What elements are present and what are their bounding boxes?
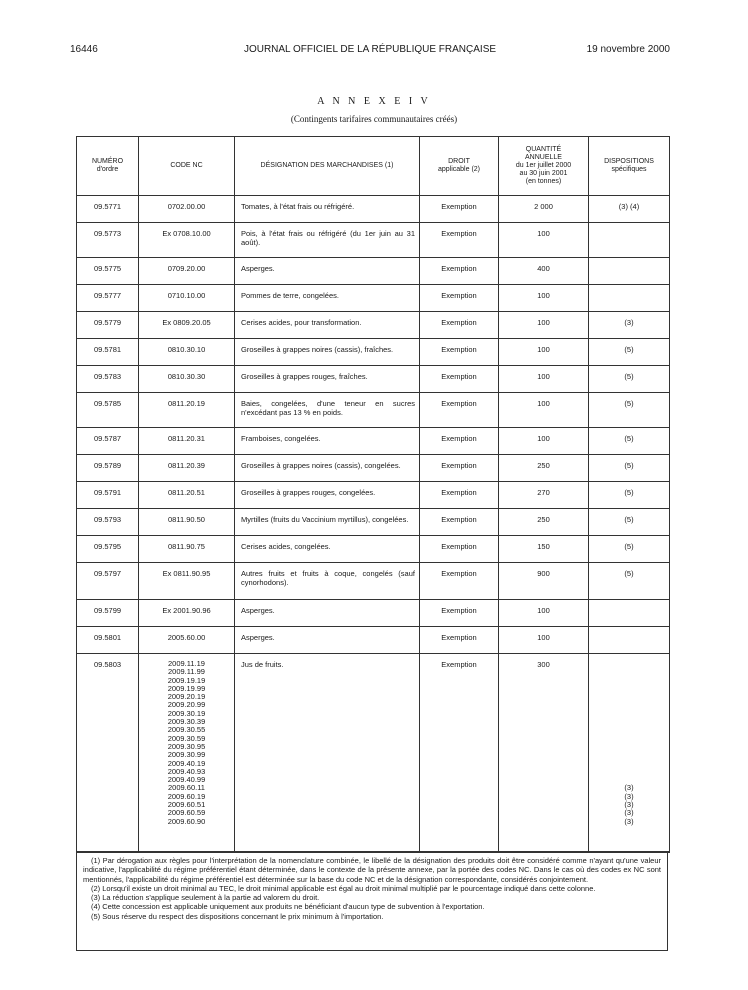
disp-item: (3) (624, 816, 634, 826)
table-row (77, 285, 669, 312)
cell-designation: Pois, à l'état frais ou réfrigéré (du 1er juin au 31 août). (235, 223, 420, 257)
cell-droit: Exemption (420, 509, 499, 535)
cell-designation: Groseilles à grappes rouges, congelées. (235, 482, 420, 508)
cell-num: 09.5783 (77, 366, 139, 392)
cell-droit: Exemption (420, 627, 499, 653)
cell-quantity: 100 (499, 627, 589, 653)
cell-dispositions: (5) (624, 461, 634, 470)
table-row (77, 366, 669, 393)
cell-num: 09.5781 (77, 339, 139, 365)
disp-item: (3) (624, 791, 634, 801)
cell-quantity: 100 (499, 393, 589, 427)
cell-quantity: 100 (499, 600, 589, 626)
cell-droit: Exemption (420, 455, 499, 481)
cell-droit: Exemption (420, 654, 499, 851)
code-item: 2009.19.99 (167, 683, 206, 693)
cell-dispositions: (5) (624, 569, 634, 578)
code-item: 2009.40.19 (167, 758, 206, 768)
code-item: 2009.30.19 (167, 708, 206, 718)
cell-designation: Tomates, à l'état frais ou réfrigéré. (235, 196, 420, 222)
cell-droit: Exemption (420, 312, 499, 338)
cell-designation: Pommes de terre, congelées. (235, 285, 420, 311)
cell-droit: Exemption (420, 339, 499, 365)
cell-num: 09.5787 (77, 428, 139, 454)
table-row (77, 627, 669, 654)
cell-code: 0709.20.00 (139, 258, 235, 284)
cell-code: 0810.30.10 (139, 339, 235, 365)
footnote: (5) Sous réserve du respect des dispositions concernant le prix minimum à l'importation. (91, 911, 384, 921)
code-item: 2009.19.19 (167, 675, 206, 685)
cell-quantity: 100 (499, 223, 589, 257)
code-item: 2009.30.59 (167, 733, 206, 743)
page-header (70, 44, 670, 58)
cell-droit: Exemption (420, 196, 499, 222)
table-row (77, 600, 669, 627)
cell-code: 0710.10.00 (139, 285, 235, 311)
cell-droit: Exemption (420, 366, 499, 392)
table-row (77, 482, 669, 509)
page-number: 16446 (70, 44, 98, 55)
cell-code: 2005.60.00 (139, 627, 235, 653)
code-item: 2009.11.19 (168, 659, 205, 668)
cell-dispositions (589, 285, 669, 311)
code-item: 2009.60.19 (167, 791, 206, 801)
header-code (139, 137, 235, 195)
cell-droit: Exemption (420, 563, 499, 599)
cell-quantity: 250 (499, 509, 589, 535)
cell-code: 0810.30.30 (139, 366, 235, 392)
table-row (77, 536, 669, 563)
cell-dispositions (589, 223, 669, 257)
cell-dispositions: (5) (624, 399, 634, 408)
journal-title: JOURNAL OFFICIEL DE LA RÉPUBLIQUE FRANÇAISE (243, 44, 497, 55)
cell-droit: Exemption (420, 600, 499, 626)
cell-num: 09.5789 (77, 455, 139, 481)
cell-dispositions (589, 600, 669, 626)
cell-designation: Cerises acides, pour transformation. (235, 312, 420, 338)
cell-designation: Jus de fruits. (235, 654, 420, 851)
cell-num: 09.5777 (77, 285, 139, 311)
cell-code-list (139, 654, 235, 851)
cell-droit: Exemption (420, 258, 499, 284)
code-item: 2009.30.99 (167, 750, 206, 760)
footnote: (1) Par dérogation aux règles pour l'interprétation de la nomenclature combinée, le libellé de la désignation des produits doit être considéré comme n'ayant qu'une valeur indicative, l'applicabilité du régime préférentiel étant déterminée, dans le contexte de la présente annexe, par la portée des codes NC. Dans le cas où des codes ex NC sont mentionnés, l'applicabilité du régime préférentiel est déterminée sur la base du code NC et de la désignation correspondante, considérés conjointement. (83, 856, 661, 884)
code-item: 2009.60.11 (168, 783, 205, 793)
cell-num: 09.5795 (77, 536, 139, 562)
code-item: 2009.30.39 (167, 717, 206, 727)
header-qty-line4: au 30 juin 2001 (519, 170, 568, 177)
cell-droit: Exemption (420, 482, 499, 508)
table-row (77, 509, 669, 536)
cell-dispositions: (3) (624, 318, 634, 327)
cell-num: 09.5779 (77, 312, 139, 338)
cell-code: 0811.20.19 (139, 393, 235, 427)
cell-quantity: 150 (499, 536, 589, 562)
cell-quantity: 100 (499, 428, 589, 454)
cell-dispositions (589, 627, 669, 653)
code-item: 2009.20.19 (167, 692, 206, 702)
cell-quantity: 100 (499, 339, 589, 365)
cell-droit: Exemption (420, 223, 499, 257)
footnote: (3) La réduction s'applique seulement à la partie ad valorem du droit. (91, 893, 320, 903)
cell-code: Ex 2001.90.96 (139, 600, 235, 626)
header-code-label: CODE NC (170, 162, 203, 169)
cell-designation: Cerises acides, congelées. (235, 536, 420, 562)
tariff-quota-table (76, 136, 670, 853)
cell-num: 09.5791 (77, 482, 139, 508)
cell-dispositions: (5) (624, 542, 634, 551)
table-row (77, 258, 669, 285)
header-disp-label: DISPOSITIONS (604, 158, 654, 165)
cell-quantity: 400 (499, 258, 589, 284)
cell-dispositions: (5) (624, 345, 634, 354)
cell-designation: Framboises, congelées. (235, 428, 420, 454)
cell-quantity: 100 (499, 312, 589, 338)
code-item: 2009.30.55 (167, 725, 206, 735)
code-item: 2009.60.51 (167, 800, 206, 810)
cell-designation: Asperges. (235, 600, 420, 626)
footnote: (2) Lorsqu'il existe un droit minimal au TEC, le droit minimal applicable est égal au droit minimal multiplié par le pourcentage indiqué dans cette colonne. (91, 883, 596, 893)
code-item: 2009.60.59 (167, 808, 206, 818)
cell-dispositions-list (589, 654, 669, 851)
cell-num: 09.5775 (77, 258, 139, 284)
header-num-sub: d'ordre (96, 166, 119, 173)
table-row (77, 393, 669, 428)
cell-designation: Groseilles à grappes noires (cassis), fraîches. (235, 339, 420, 365)
header-dispositions (589, 137, 669, 195)
cell-num: 09.5773 (77, 223, 139, 257)
cell-droit: Exemption (420, 393, 499, 427)
header-droit (420, 137, 499, 195)
cell-code: 0811.90.50 (139, 509, 235, 535)
cell-code: Ex 0708.10.00 (139, 223, 235, 257)
header-qty-line3: du 1er juillet 2000 (515, 162, 572, 169)
header-disp-sub: spécifiques (611, 166, 647, 173)
cell-quantity: 300 (499, 654, 589, 851)
cell-quantity: 100 (499, 366, 589, 392)
header-num-label: NUMÉRO (91, 158, 124, 165)
cell-dispositions (589, 258, 669, 284)
code-item: 2009.20.99 (167, 700, 206, 710)
cell-code: 0811.20.51 (139, 482, 235, 508)
cell-code: 0811.20.31 (139, 428, 235, 454)
cell-quantity: 270 (499, 482, 589, 508)
footnotes (76, 851, 668, 951)
cell-dispositions: (5) (624, 372, 634, 381)
cell-num: 09.5785 (77, 393, 139, 427)
table-row (77, 563, 669, 600)
cell-quantity: 900 (499, 563, 589, 599)
header-quantity (499, 137, 589, 195)
cell-quantity: 250 (499, 455, 589, 481)
cell-droit: Exemption (420, 428, 499, 454)
disp-item: (3) (624, 800, 634, 810)
header-qty-line1: QUANTITÉ (525, 146, 562, 153)
table-row (77, 428, 669, 455)
disp-item: (3) (624, 808, 634, 818)
header-num (77, 137, 139, 195)
cell-dispositions: (5) (624, 434, 634, 443)
cell-dispositions: (5) (624, 488, 634, 497)
cell-droit: Exemption (420, 285, 499, 311)
cell-designation: Myrtilles (fruits du Vaccinium myrtillus), congelées. (235, 509, 420, 535)
cell-designation: Autres fruits et fruits à coque, congelés (sauf cynorhodons). (235, 563, 420, 599)
annex-title: A N N E X E I V (317, 96, 431, 107)
cell-quantity: 100 (499, 285, 589, 311)
header-qty-line5: (en tonnes) (525, 178, 562, 185)
table-row (77, 312, 669, 339)
cell-num: 09.5771 (77, 196, 139, 222)
cell-num: 09.5799 (77, 600, 139, 626)
code-item: 2009.40.99 (167, 775, 206, 785)
cell-designation: Asperges. (235, 627, 420, 653)
header-designation (235, 137, 420, 195)
header-droit-label: DROIT (448, 158, 470, 165)
footnote: (4) Cette concession est applicable uniquement aux produits ne bénéficiant d'aucun type de subvention à l'exportation. (91, 902, 485, 912)
table-row-last (77, 654, 669, 852)
header-designation-label: DÉSIGNATION DES MARCHANDISES (1) (260, 162, 394, 169)
table-row (77, 455, 669, 482)
code-item: 2009.60.90 (167, 816, 206, 826)
cell-designation: Asperges. (235, 258, 420, 284)
table-row (77, 196, 669, 223)
annex-subtitle: (Contingents tarifaires communautaires créés) (290, 114, 458, 124)
table-row (77, 223, 669, 258)
cell-num: 09.5803 (77, 654, 139, 851)
code-item: 2009.40.93 (167, 766, 206, 776)
cell-designation: Groseilles à grappes noires (cassis), congelées. (235, 455, 420, 481)
cell-code: 0702.00.00 (139, 196, 235, 222)
cell-droit: Exemption (420, 536, 499, 562)
cell-code: Ex 0809.20.05 (139, 312, 235, 338)
cell-num: 09.5801 (77, 627, 139, 653)
table-header-row (77, 137, 669, 196)
cell-num: 09.5793 (77, 509, 139, 535)
cell-designation: Groseilles à grappes rouges, fraîches. (235, 366, 420, 392)
cell-code: 0811.20.39 (139, 455, 235, 481)
table-body (77, 196, 669, 654)
cell-code: Ex 0811.90.95 (139, 563, 235, 599)
code-item: 2009.30.95 (167, 741, 206, 751)
cell-quantity: 2 000 (499, 196, 589, 222)
cell-num: 09.5797 (77, 563, 139, 599)
disp-item: (3) (624, 783, 634, 793)
cell-designation: Baies, congelées, d'une teneur en sucres n'excédant pas 13 % en poids. (235, 393, 420, 427)
header-qty-line2: ANNUELLE (525, 154, 562, 161)
cell-dispositions: (5) (624, 515, 634, 524)
code-item: 2009.11.99 (168, 667, 205, 677)
publication-date: 19 novembre 2000 (586, 44, 670, 55)
table-row (77, 339, 669, 366)
header-droit-sub: applicable (2) (437, 166, 481, 173)
cell-dispositions: (3) (4) (618, 202, 640, 211)
cell-code: 0811.90.75 (139, 536, 235, 562)
